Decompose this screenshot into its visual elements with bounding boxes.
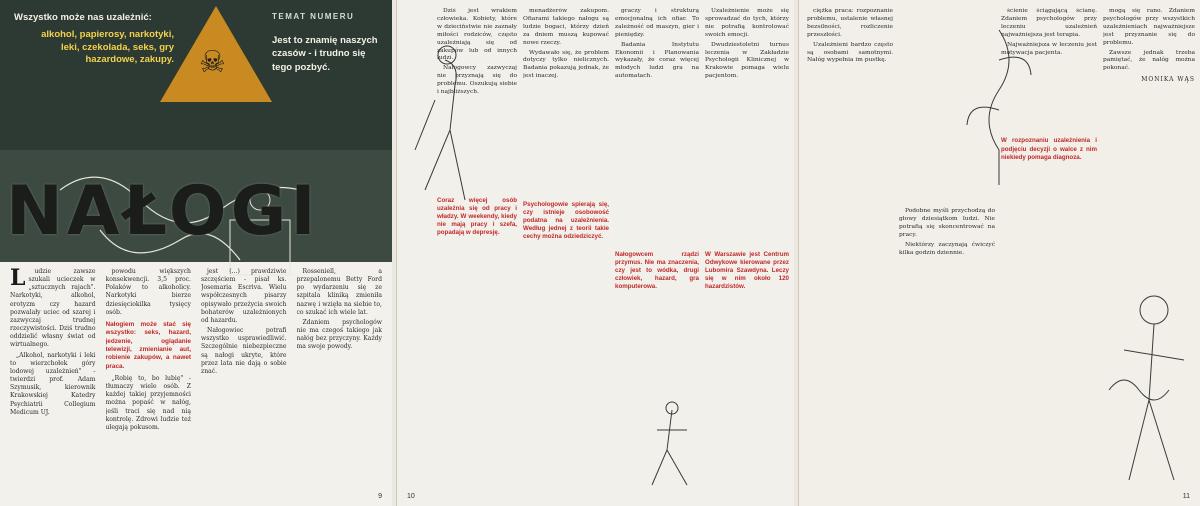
paragraph: ciężka praca: rozpoznanie problemu, ustalenie własnej bezsilności, rozliczenie przeszłości. — [807, 8, 893, 38]
paragraph: Dwudziestoletni turnus leczenia w Zakładzie Psychologii Klinicznej w Krakowie pomaga wielu pacjentom. — [705, 41, 789, 80]
page-number: 11 — [1182, 493, 1190, 500]
author-signature: MONIKA WĄS — [1141, 76, 1195, 84]
article-column-1 — [437, 8, 517, 478]
page-title: NAŁOGI — [6, 172, 320, 251]
paragraph: Podobne myśli przychodzą do głowy dziesiątkom ludzi. Nie potrafią się skoncentrować na pracy. — [899, 208, 995, 238]
paragraph: Nałogowcy zazwyczaj nie przyznają się do problemu. Oszukują siebie i najbliższych. — [437, 65, 517, 96]
pull-quote: Coraz więcej osób uzależnia się od pracy i władzy. W weekendy, kiedy nie mają pracy i szefa, popadają w depresję. — [437, 196, 517, 237]
paragraph: Uzależnieni bardzo często są osobami samotnymi. Nałóg wypełnia im pustkę. — [807, 41, 893, 64]
article-column-4 — [705, 8, 789, 478]
article-column-2 — [523, 8, 609, 478]
lead-right-text: Jest to znamię naszych czasów - i trudno się tego pozbyć. — [272, 35, 378, 73]
lead-text — [14, 12, 174, 67]
page-9 — [0, 0, 392, 506]
skull-icon: ☠ — [199, 45, 226, 80]
paragraph: jest (...) prawdziwie szczęściem - pisał ks. Josemaria Escriva. Wielu współczesnych pisarzy opisywało przeżycia swoich bohaterów uzależnionych od hazardu. — [201, 268, 287, 324]
page-number: 9 — [378, 493, 382, 500]
pull-quote: Psychologowie spierają się, czy istnieje osobowość podatna na uzależnienia. Według jednej z teorii takie cechy można odziedziczyć. — [523, 201, 609, 241]
page-11 — [798, 0, 1200, 506]
paragraph: „Robię to, bo lubię" - tłumaczy wiele osób. Z każdej takiej przyjemności można popaść w nałóg, jeśli traci się nad nią kontrolę. Zdrowi ludzie też ulegają pokusom. — [105, 374, 191, 431]
dropcap: L — [10, 268, 26, 291]
paragraph: mogą się rano. Zdaniem psychologów przy wszystkich uzależnieniach najważniejsze jest przyznanie się do problemu. — [1103, 8, 1195, 46]
article-column-1 — [807, 8, 893, 478]
paragraph: Badania Instytutu Ekonomii i Planowania wykazały, że coraz więcej młodych ludzi gra na automatach. — [615, 41, 699, 80]
paragraph: Rosseniell, a przepalonemu Betty Ford po wydarzeniu się ze szpitala kliniką zmieniła nazwę i wzięła na siebie to, co szukać ich wiele lat. — [296, 268, 382, 316]
article-column-2 — [899, 8, 995, 478]
pull-quote: Nałogowcem rządzi przymus. Nie ma znaczenia, czy jest to wódka, drugi człowiek, hazard, gra komputerowa. — [615, 251, 699, 291]
article-column-3 — [615, 8, 699, 478]
lead-intro: Wszystko może nas uzależnić: — [14, 12, 152, 23]
paragraph: Najważniejsza w leczeniu jest motywacja pacjenta. — [1001, 41, 1097, 56]
article-column-3 — [1001, 8, 1097, 478]
page-10 — [396, 0, 794, 506]
page-number: 10 — [407, 493, 415, 500]
section-tag: TEMAT NUMERU — [272, 12, 355, 21]
paragraph: Wydawało się, że problem dotyczy tylko nielicznych. Badania pokazują jednak, że jest inaczej. — [523, 49, 609, 80]
paragraph: Uzależnienie może się sprowadzać do tych, którzy nie potrafią kontrolować swoich emocji. — [705, 8, 789, 38]
paragraph: Niektórzy zaczynają ćwiczyć kilka godzin dziennie. — [899, 241, 995, 256]
paragraph: Nałogowiec potrafi wszystko usprawiedliwić. Szczególnie niebezpieczne są nałogi ukryte, które przez lata nie dają o sobie znać. — [201, 327, 287, 375]
paragraph: ścienie ściągającą ścianę. Zdaniem psychologów przy leczeniu uzależnień najważniejsza jest terapia. — [1001, 8, 1097, 38]
paragraph: graczy i strukturą emocjonalną ich ofiar. To zależność od maszyn, gier i pieniędzy. — [615, 8, 699, 38]
paragraph: Zawsze jednak trzeba pamiętać, że nałóg można pokonać. — [1103, 49, 1195, 72]
paragraph: menadżerów zakupom. Ofiarami takiego nałogu są ludzie bogaci, którzy dzień za dniem muszą kupować nowe rzeczy. — [523, 8, 609, 46]
lead-list: alkohol, papierosy, narkotyki, leki, czekolada, seks, gry hazardowe, zakupy. — [41, 28, 174, 66]
article-column-2 — [106, 268, 192, 496]
paragraph: „Alkohol, narkotyki i leki to wierzchołek góry lodowej uzależnień" - twierdzi prof. Adam Szymusik, kierownik Krakowskiej Katedry Psychiatrii Collegium Medicum UJ. — [10, 351, 96, 416]
paragraph: udzie zawsze szukali ucieczek w „sztucznych rajach". Narkotyki, alkohol, erotyzm czy hazard pozwalały uciec od szarej i zazwyczaj trudnej rzeczywistości. Dziś trudno oddzielić własny świat od wirtualnego. — [10, 268, 96, 349]
article-column-1 — [10, 268, 96, 496]
pull-quote: Nałogiem może stać się wszystko: seks, hazard, jedzenie, oglądanie telewizji, zmienianie aut, robienie zakupów, a nawet praca. — [105, 320, 191, 370]
person-illustration — [1099, 270, 1199, 490]
article-body — [10, 268, 382, 496]
pull-quote: W rozpoznaniu uzależnienia i podjęciu decyzji o walce z nim niekiedy pomaga diagnoza. — [1001, 137, 1097, 161]
paragraph: Zdaniem psychologów nie ma czegoś takiego jak nałóg bez przyczyny. Każdy ma swoje powody. — [296, 318, 382, 351]
article-column-4 — [1103, 8, 1195, 258]
article-column-3 — [201, 268, 287, 496]
paragraph: Dziś jest wrakiem człowieka. Kobiety, które w dzieciństwie nie zaznały miłości rodziców, często uzależniają się od zakupów lub od innych ludzi. — [437, 8, 517, 62]
paragraph: powodu większych konsekwencji. 3,5 proc. Polaków to alkoholicy. Narkotyki bierze dziesięciokilka tysięcy osób. — [105, 268, 191, 316]
pull-quote: W Warszawie jest Centrum Odwykowe kierowane przez Lubomira Szawdyna. Leczy się w nim około 120 hazardzistów. — [705, 251, 789, 291]
article-column-4 — [297, 268, 383, 496]
